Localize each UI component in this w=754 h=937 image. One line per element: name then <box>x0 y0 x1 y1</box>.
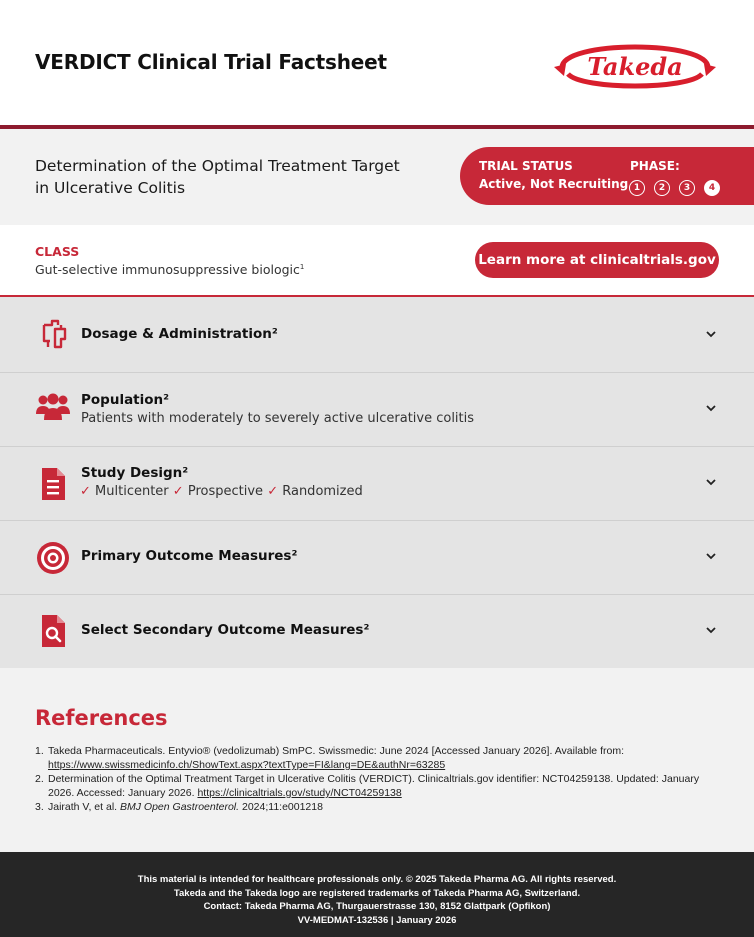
footer-trademark: Takeda and the Takeda logo are registered trademarks of Takeda Pharma AG, Switzerland. <box>173 887 581 899</box>
chevron-down-icon[interactable] <box>704 549 718 563</box>
phase-indicators <box>629 180 720 196</box>
study-design-checks <box>80 484 363 499</box>
reference-text: Determination of the Optimal Treatment Target in Ulcerative Colitis (VERDICT). Clinicaltrials.gov identifier: NCT04259138. Updated: January 2026. Accessed: January 2026. <box>48 773 700 799</box>
reference-text: Takeda Pharmaceuticals. Entyvio® (vedolizumab) SmPC. Swissmedic: June 2024 [Accessed January 2026]. Available from: <box>48 745 624 757</box>
class-row <box>0 225 754 295</box>
people-icon <box>35 390 71 426</box>
target-icon <box>35 540 71 576</box>
check-label-prospective: Prospective <box>187 484 264 499</box>
reference-link[interactable]: https://clinicaltrials.gov/study/NCT04259138 <box>197 787 402 799</box>
phase-1-indicator: 1 <box>629 180 645 196</box>
references-list <box>35 744 715 814</box>
accordion-title-dosage: Dosage & Administration² <box>81 326 278 342</box>
phase-label: PHASE: <box>630 159 680 173</box>
accordion-subtitle-population: Patients with moderately to severely active ulcerative colitis <box>81 411 475 426</box>
page-footer <box>0 852 754 937</box>
accordion-item-primary-outcomes[interactable] <box>0 521 754 595</box>
accordion <box>0 297 754 668</box>
check-icon: ✓ <box>172 484 184 499</box>
reference-item <box>35 800 715 814</box>
reference-text: Jairath V, et al. <box>48 801 120 813</box>
class-label: CLASS <box>35 244 80 259</box>
reference-number: 1. <box>35 745 44 757</box>
check-label-multicenter: Multicenter <box>95 484 169 499</box>
reference-text-after: 2024;11:e001218 <box>239 801 323 813</box>
reference-body <box>48 800 323 814</box>
footer-code: VV-MEDMAT-132536 | January 2026 <box>297 914 457 926</box>
status-value: Active, Not Recruiting <box>479 177 629 191</box>
footer-contact: Contact: Takeda Pharma AG, Thurgauerstrasse 130, 8152 Glattpark (Opfikon) <box>203 901 551 912</box>
trial-title <box>35 155 435 199</box>
trial-status-pill <box>460 147 754 205</box>
accordion-title-population: Population² <box>81 392 170 408</box>
chevron-down-icon[interactable] <box>704 401 718 415</box>
footer-disclaimer: This material is intended for healthcare professionals only. © 2025 Takeda Pharma AG. All rights reserved. <box>137 874 617 885</box>
check-label-randomized: Randomized <box>282 484 363 499</box>
trial-title-line2: in Ulcerative Colitis <box>35 179 186 197</box>
document-icon <box>35 466 71 502</box>
check-icon: ✓ <box>267 484 279 499</box>
chevron-down-icon[interactable] <box>704 475 718 489</box>
check-icon: ✓ <box>80 484 91 499</box>
reference-item <box>35 772 715 800</box>
trial-band <box>0 129 754 225</box>
references-section <box>0 668 754 852</box>
reference-number: 3. <box>35 801 44 813</box>
reference-body <box>48 744 624 772</box>
accordion-title-study-design: Study Design² <box>81 465 189 481</box>
accordion-title-primary-outcomes: Primary Outcome Measures² <box>81 548 298 564</box>
logo-text: Takeda <box>587 52 683 81</box>
learn-more-button[interactable]: Learn more at clinicaltrials.gov <box>475 242 719 278</box>
page-header <box>0 0 754 126</box>
page-title: VERDICT Clinical Trial Factsheet <box>35 50 387 74</box>
reference-link[interactable]: https://www.swissmedicinfo.ch/ShowText.aspx?textType=FI&lang=DE&authNr=63285 <box>48 759 446 771</box>
search-document-icon <box>35 613 71 649</box>
accordion-item-secondary-outcomes[interactable] <box>0 595 754 668</box>
phase-3-indicator: 3 <box>679 180 695 196</box>
reference-number: 2. <box>35 773 44 785</box>
accordion-item-dosage[interactable] <box>0 297 754 373</box>
class-value-sup: 1 <box>299 262 305 271</box>
reference-journal: BMJ Open Gastroenterol. <box>120 801 240 813</box>
chevron-down-icon[interactable] <box>704 327 718 341</box>
accordion-item-population[interactable] <box>0 373 754 447</box>
dosage-icon <box>35 317 71 353</box>
references-title: References <box>35 706 168 730</box>
takeda-logo <box>552 34 718 90</box>
status-label: TRIAL STATUS <box>479 159 573 173</box>
accordion-title-secondary-outcomes: Select Secondary Outcome Measures² <box>81 622 370 638</box>
phase-2-indicator: 2 <box>654 180 670 196</box>
class-value <box>35 262 304 277</box>
accordion-item-study-design[interactable] <box>0 447 754 521</box>
class-value-text: Gut-selective immunosuppressive biologic <box>35 262 300 277</box>
phase-4-indicator: 4 <box>704 180 720 196</box>
trial-title-line1: Determination of the Optimal Treatment Target <box>35 157 400 175</box>
chevron-down-icon[interactable] <box>704 623 718 637</box>
reference-body <box>48 772 715 800</box>
reference-item <box>35 744 715 772</box>
